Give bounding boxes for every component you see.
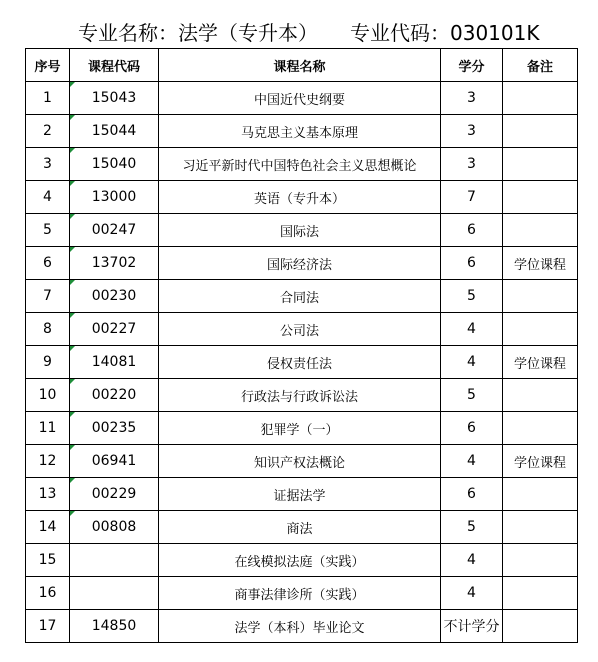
cell-no-text: 17: [38, 618, 57, 634]
cell-note-text: 学位课程: [513, 455, 566, 471]
cell-course-name-text: 侵权责任法: [266, 356, 332, 372]
cell-credit: [441, 379, 503, 412]
cell-no: [26, 346, 70, 379]
cell-credit-text: 6: [467, 420, 476, 436]
cell-no: [26, 577, 70, 610]
cell-course-name-text: 商事法律诊所（实践）: [234, 587, 365, 603]
cell-no: [26, 82, 70, 115]
cell-course-name-text: 英语（专升本）: [253, 191, 345, 207]
cell-no: [26, 445, 70, 478]
cell-course-name: [159, 82, 441, 115]
cell-credit: [441, 577, 503, 610]
cell-no: [26, 610, 70, 643]
cell-no-text: 4: [43, 189, 52, 205]
cell-no: [26, 412, 70, 445]
cell-note-text: 学位课程: [513, 356, 566, 372]
cell-note: [503, 379, 578, 412]
cell-credit: [441, 544, 503, 577]
cell-credit-text: 6: [467, 486, 476, 502]
cell-credit: [441, 346, 503, 379]
cell-course-code-text: 00220: [91, 387, 137, 403]
cell-no: [26, 379, 70, 412]
cell-course-code: [70, 247, 159, 280]
cell-course-name: [159, 511, 441, 544]
cell-note: [503, 280, 578, 313]
column-header-no: 序号: [26, 49, 70, 82]
table-row: [26, 115, 578, 148]
cell-course-name: [159, 610, 441, 643]
cell-note: [503, 478, 578, 511]
table-row: [26, 280, 578, 313]
flag-icon: [70, 445, 75, 450]
cell-no-text: 11: [38, 420, 57, 436]
cell-note-text: 学位课程: [513, 257, 566, 273]
cell-note: [503, 115, 578, 148]
cell-course-name: [159, 280, 441, 313]
cell-credit-text: 3: [467, 123, 476, 139]
cell-credit: [441, 148, 503, 181]
cell-note: [503, 511, 578, 544]
cell-no: [26, 214, 70, 247]
column-header-name: 课程名称: [159, 49, 441, 82]
cell-no-text: 13: [38, 486, 57, 502]
cell-course-code-text: 15040: [91, 156, 137, 172]
cell-credit: [441, 412, 503, 445]
cell-course-code: [70, 313, 159, 346]
table-row: [26, 247, 578, 280]
table-row: [26, 544, 578, 577]
table-row: [26, 346, 578, 379]
cell-course-name-text: 国际法: [279, 224, 319, 240]
flag-icon: [70, 247, 75, 252]
cell-course-code: [70, 478, 159, 511]
cell-course-name: [159, 181, 441, 214]
cell-no-text: 12: [38, 453, 57, 469]
cell-credit: [441, 610, 503, 643]
cell-course-name: [159, 412, 441, 445]
cell-note: [503, 577, 578, 610]
cell-credit-text: 3: [467, 156, 476, 172]
cell-course-name-text: 中国近代史纲要: [253, 92, 345, 108]
cell-course-code: [70, 577, 159, 610]
cell-note: [503, 148, 578, 181]
flag-icon: [70, 280, 75, 285]
cell-no-text: 7: [43, 288, 52, 304]
cell-course-name: [159, 247, 441, 280]
table-row: [26, 82, 578, 115]
cell-course-name: [159, 577, 441, 610]
table-row: [26, 610, 578, 643]
cell-note: [503, 82, 578, 115]
cell-course-name-text: 合同法: [279, 290, 319, 306]
cell-course-code-text: 13702: [91, 255, 137, 271]
cell-course-code: [70, 280, 159, 313]
cell-course-name: [159, 214, 441, 247]
cell-credit: [441, 478, 503, 511]
cell-no: [26, 247, 70, 280]
cell-course-name-text: 商法: [286, 521, 313, 537]
column-header-code: 课程代码: [70, 49, 159, 82]
cell-no: [26, 478, 70, 511]
cell-credit: [441, 247, 503, 280]
cell-credit-text: 6: [467, 255, 476, 271]
cell-note: [503, 214, 578, 247]
cell-no-text: 8: [43, 321, 52, 337]
table-row: [26, 412, 578, 445]
cell-course-code-text: 00808: [91, 519, 137, 535]
cell-no-text: 15: [38, 552, 57, 568]
cell-note: [503, 247, 578, 280]
cell-course-code: [70, 610, 159, 643]
cell-note: [503, 544, 578, 577]
cell-course-code-text: 14081: [91, 354, 137, 370]
cell-no: [26, 544, 70, 577]
cell-course-code-text: 00229: [91, 486, 137, 502]
cell-note: [503, 445, 578, 478]
cell-course-name-text: 马克思主义基本原理: [240, 125, 358, 141]
cell-course-name: [159, 346, 441, 379]
cell-course-name: [159, 115, 441, 148]
cell-course-name: [159, 379, 441, 412]
cell-course-code: [70, 511, 159, 544]
cell-credit-text: 7: [467, 189, 476, 205]
cell-no-text: 9: [43, 354, 52, 370]
table-row: [26, 313, 578, 346]
cell-credit: [441, 280, 503, 313]
cell-credit-text: 5: [467, 288, 476, 304]
cell-no: [26, 313, 70, 346]
cell-no-text: 2: [43, 123, 52, 139]
cell-no: [26, 280, 70, 313]
flag-icon: [70, 115, 75, 120]
cell-course-code-text: 14850: [91, 618, 137, 634]
cell-credit-text: 4: [467, 453, 476, 469]
table-row: [26, 577, 578, 610]
table-row: [26, 181, 578, 214]
cell-course-code: [70, 214, 159, 247]
cell-no: [26, 148, 70, 181]
table-row: [26, 379, 578, 412]
cell-credit-text: 4: [467, 354, 476, 370]
table-body: [26, 82, 578, 643]
cell-course-name-text: 法学（本科）毕业论文: [234, 620, 365, 636]
cell-note: [503, 346, 578, 379]
cell-course-code: [70, 445, 159, 478]
cell-note: [503, 610, 578, 643]
cell-course-code-text: 13000: [91, 189, 137, 205]
column-header-credit: 学分: [441, 49, 503, 82]
cell-course-name-text: 在线模拟法庭（实践）: [234, 554, 365, 570]
cell-credit: [441, 214, 503, 247]
cell-no: [26, 115, 70, 148]
cell-course-name: [159, 445, 441, 478]
cell-course-code: [70, 544, 159, 577]
flag-icon: [70, 511, 75, 516]
cell-credit-text: 6: [467, 222, 476, 238]
cell-credit-text: 不计学分: [443, 619, 500, 635]
cell-credit-text: 4: [467, 585, 476, 601]
cell-course-code-text: 00235: [91, 420, 137, 436]
cell-no: [26, 511, 70, 544]
cell-course-name: [159, 544, 441, 577]
cell-course-code-text: 15044: [91, 123, 137, 139]
cell-no: [26, 181, 70, 214]
cell-credit: [441, 445, 503, 478]
cell-no-text: 16: [38, 585, 57, 601]
cell-course-name-text: 证据法学: [273, 488, 326, 504]
cell-credit: [441, 115, 503, 148]
cell-credit-text: 4: [467, 552, 476, 568]
cell-credit: [441, 181, 503, 214]
cell-course-code-text: 00227: [91, 321, 137, 337]
cell-course-code: [70, 82, 159, 115]
cell-note: [503, 313, 578, 346]
cell-credit: [441, 511, 503, 544]
flag-icon: [70, 148, 75, 153]
flag-icon: [70, 379, 75, 384]
table-header-row: [26, 49, 578, 82]
cell-course-code: [70, 115, 159, 148]
flag-icon: [70, 82, 75, 87]
major-name: 专业名称：法学（专升本）: [78, 21, 318, 45]
cell-course-code: [70, 379, 159, 412]
cell-course-code: [70, 148, 159, 181]
cell-course-name: [159, 313, 441, 346]
cell-course-code: [70, 181, 159, 214]
cell-credit-text: 5: [467, 519, 476, 535]
cell-credit: [441, 313, 503, 346]
cell-credit-text: 3: [467, 90, 476, 106]
cell-course-code-text: 06941: [91, 453, 137, 469]
cell-course-name-text: 犯罪学（一）: [260, 422, 339, 438]
cell-no-text: 1: [43, 90, 52, 106]
cell-course-code-text: 15043: [91, 90, 137, 106]
cell-credit-text: 5: [467, 387, 476, 403]
cell-no-text: 6: [43, 255, 52, 271]
cell-credit-text: 4: [467, 321, 476, 337]
flag-icon: [70, 181, 75, 186]
cell-no-text: 14: [38, 519, 57, 535]
flag-icon: [70, 346, 75, 351]
major-code: 专业代码：030101K: [350, 21, 540, 45]
flag-icon: [70, 478, 75, 483]
table-row: [26, 445, 578, 478]
cell-course-code: [70, 412, 159, 445]
flag-icon: [70, 313, 75, 318]
column-header-note: 备注: [503, 49, 578, 82]
cell-course-name: [159, 478, 441, 511]
cell-note: [503, 181, 578, 214]
cell-no-text: 10: [38, 387, 57, 403]
cell-no-text: 3: [43, 156, 52, 172]
cell-course-name-text: 行政法与行政诉讼法: [240, 389, 358, 405]
flag-icon: [70, 214, 75, 219]
cell-course-name: [159, 148, 441, 181]
table-row: [26, 511, 578, 544]
table-row: [26, 148, 578, 181]
flag-icon: [70, 412, 75, 417]
cell-course-name-text: 知识产权法概论: [253, 455, 345, 471]
cell-course-name-text: 习近平新时代中国特色社会主义思想概论: [182, 158, 417, 174]
cell-course-name-text: 国际经济法: [266, 257, 332, 273]
cell-course-code: [70, 346, 159, 379]
cell-note: [503, 412, 578, 445]
cell-course-code-text: 00230: [91, 288, 137, 304]
cell-course-name-text: 公司法: [279, 323, 319, 339]
course-table: [25, 48, 578, 643]
table-row: [26, 214, 578, 247]
table-row: [26, 478, 578, 511]
cell-no-text: 5: [43, 222, 52, 238]
cell-course-code-text: 00247: [91, 222, 137, 238]
page-heading: [0, 17, 598, 49]
cell-credit: [441, 82, 503, 115]
